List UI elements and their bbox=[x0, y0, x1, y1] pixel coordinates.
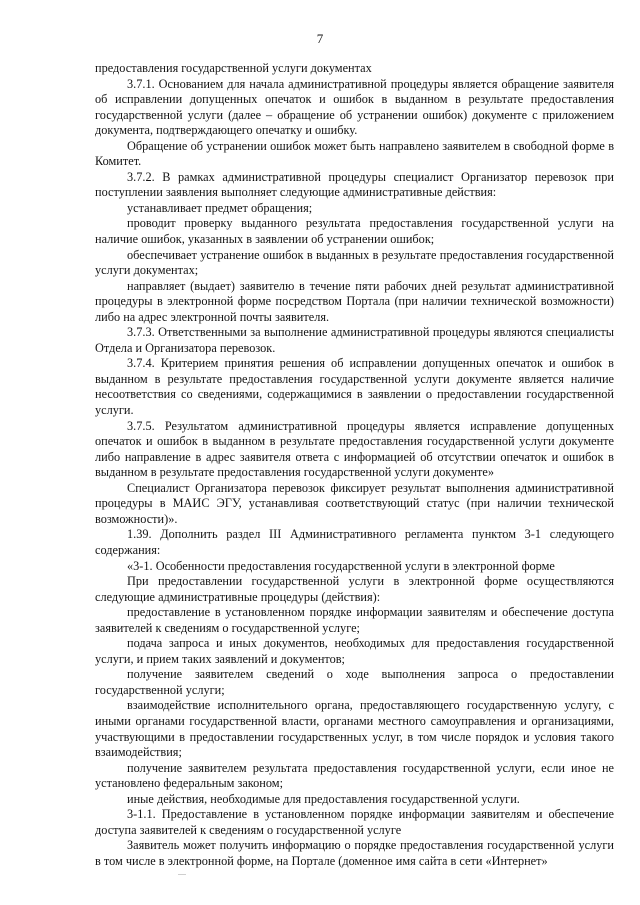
page-number: 7 bbox=[316, 31, 324, 46]
paragraph: Заявитель может получить информацию о порядке предоставления государственной услуги в том числе в электронной форме, на Портале (доменное имя сайта в сети «Интернет» bbox=[95, 838, 614, 868]
paragraph: подача запроса и иных документов, необходимых для предоставления государственной услуги, и прием таких заявлений и документов; bbox=[95, 636, 614, 666]
paragraph: иные действия, необходимые для предоставления государственной услуги. bbox=[127, 791, 520, 806]
paragraph: предоставление в установленном порядке информации заявителям и обеспечение доступа заявителей к сведениям о государственной услуге; bbox=[95, 605, 614, 635]
paragraph: «3-1. Особенности предоставления государственной услуги в электронной форме bbox=[127, 558, 555, 573]
paragraph: обеспечивает устранение ошибок в выданных в результате предоставления государственной услуги документах; bbox=[95, 247, 614, 278]
paragraph: 3.7.4. Критерием принятия решения об исправлении допущенных опечаток и ошибок в выданном в результате предоставления государственной услуги документе является наличие несоответствия со сведениями, содержащимися в заявлении о предоставлении государственной услуги. bbox=[95, 356, 614, 418]
paragraph: взаимодействие исполнительного органа, предоставляющего государственную услугу, с иными органами государственной власти, органами местного самоуправления и организациями, участвующими в предоставлении государственных услуг, в том числе порядок и условия такого взаимодействия; bbox=[95, 698, 614, 760]
paragraph: предоставления государственной услуги документах bbox=[95, 61, 372, 75]
paragraph: получение заявителем сведений о ходе выполнения запроса о предоставлении государственной услуги; bbox=[95, 667, 614, 697]
paragraph: 3.7.5. Результатом административной процедуры является исправление допущенных опечаток и ошибок в выданном в результате предоставления государственной услуги документе либо направление в адрес заявителя ответа с информацией об отсутствии опечаток и ошибок в выданном в результате предоставления государственной услуги документе» bbox=[95, 418, 614, 480]
scan-mark bbox=[178, 874, 186, 875]
paragraph: 3.7.2. В рамках административной процедуры специалист Организатор перевозок при поступлении заявления выполняет следующие административные действия: bbox=[95, 169, 614, 200]
document-body bbox=[95, 61, 614, 869]
paragraph: 3.7.1. Основанием для начала административной процедуры является обращение заявителя об исправлении допущенных опечаток и ошибок в выданном в результате предоставления государственной услуги (далее – обращение об устранении ошибок) документе с приложением документа, подтверждающего опечатку и ошибку. bbox=[95, 76, 614, 138]
paragraph: 1.39. Дополнить раздел III Административного регламента пунктом 3-1 следующего содержания: bbox=[95, 527, 614, 557]
paragraph: Специалист Организатора перевозок фиксирует результат выполнения административной процедуры в МАИС ЭГУ, устанавливая соответствующий статус (при наличии технической возможности)». bbox=[95, 480, 614, 526]
paragraph: 3-1.1. Предоставление в установленном порядке информации заявителям и обеспечение доступа заявителей к сведениям о государственной услуге bbox=[95, 807, 614, 837]
paragraph: Обращение об устранении ошибок может быть направлено заявителем в свободной форме в Комитет. bbox=[95, 138, 614, 169]
paragraph: 3.7.3. Ответственными за выполнение административной процедуры являются специалисты Отдела и Организатора перевозок. bbox=[95, 325, 614, 355]
paragraph: При предоставлении государственной услуги в электронной форме осуществляются следующие административные процедуры (действия): bbox=[95, 574, 614, 604]
paragraph: устанавливает предмет обращения; bbox=[127, 200, 313, 215]
paragraph: проводит проверку выданного результата предоставления государственной услуги на наличие ошибок, указанных в заявлении об устранении ошибок; bbox=[95, 216, 614, 247]
paragraph: направляет (выдает) заявителю в течение пяти рабочих дней результат административной процедуры в электронной форме посредством Портала (при наличии технической возможности) либо на адрес электронной почты заявителя. bbox=[95, 278, 614, 324]
paragraph: получение заявителем результата предоставления государственной услуги, если иное не установлено федеральным законом; bbox=[95, 760, 614, 791]
